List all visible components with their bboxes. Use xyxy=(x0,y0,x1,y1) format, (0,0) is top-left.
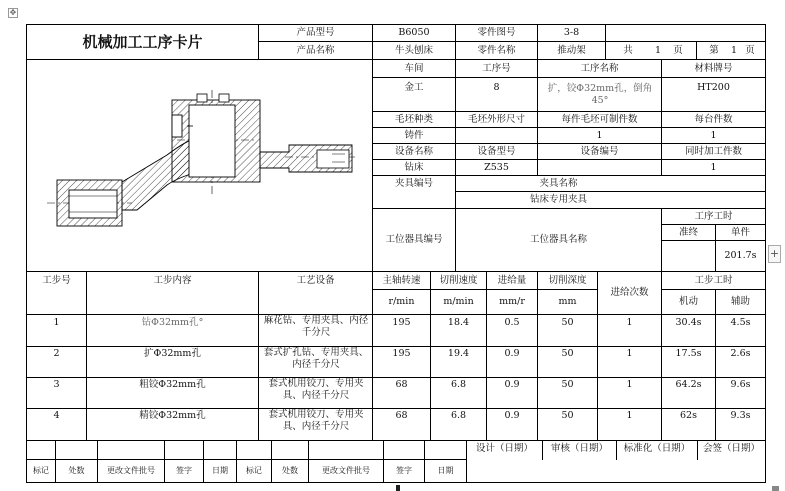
part-name-label: 零件名称 xyxy=(477,44,516,56)
step-passes: 1 xyxy=(626,410,633,421)
step-feed: 0.5 xyxy=(504,317,520,328)
rev-sign-2: 签字 xyxy=(396,466,412,475)
step-passes: 1 xyxy=(626,317,633,328)
step-cut: 19.4 xyxy=(447,348,470,359)
unit-feed: mm/r xyxy=(499,296,525,307)
countersign-date: 会签（日期） xyxy=(702,443,760,454)
step-cut: 18.4 xyxy=(447,317,470,328)
rev-date-1: 日期 xyxy=(212,466,228,475)
step-no: 4 xyxy=(53,410,60,421)
col-depth: 切削深度 xyxy=(548,274,587,286)
step-depth: 50 xyxy=(561,317,574,328)
rev-doc-1: 更改文件批号 xyxy=(107,466,155,475)
total-page-unit: 页 xyxy=(673,44,683,56)
part-drawing-no-label: 零件图号 xyxy=(477,27,516,38)
unit-cut: m/min xyxy=(443,296,474,307)
step-feed: 0.9 xyxy=(504,410,520,421)
step-equipment: 套式扩孔钻、专用夹具、内径千分尺 xyxy=(263,347,369,370)
station-tool-name-label: 工位器具名称 xyxy=(529,234,587,245)
page-unit: 页 xyxy=(745,44,755,56)
part-drawing-no-value: 3-8 xyxy=(563,27,580,38)
unit-depth: mm xyxy=(558,296,577,307)
design-date: 设计（日期） xyxy=(475,443,533,454)
product-model-label: 产品型号 xyxy=(296,27,335,38)
step-row-2 xyxy=(0,347,785,377)
unit-time-label: 单件 xyxy=(730,226,750,238)
product-name-value: 牛头刨床 xyxy=(394,44,433,56)
step-depth: 50 xyxy=(561,379,574,390)
page-prefix: 第 xyxy=(709,44,719,56)
step-speed: 195 xyxy=(392,348,411,359)
col-content: 工步内容 xyxy=(153,274,192,286)
equip-name-label: 设备名称 xyxy=(394,145,433,157)
equip-no-label: 设备编号 xyxy=(580,145,619,157)
step-content: 扩Φ32mm孔 xyxy=(144,348,201,359)
step-cut: 6.8 xyxy=(450,410,467,421)
part-drawing xyxy=(27,60,372,271)
rev-count-1: 处数 xyxy=(68,466,85,475)
station-tool-no-label: 工位器具编号 xyxy=(385,234,443,245)
parts-per-blank-value: 1 xyxy=(596,129,603,141)
step-speed: 68 xyxy=(395,379,408,390)
rev-doc-2: 更改文件批号 xyxy=(322,466,370,475)
rev-count-2: 处数 xyxy=(282,466,298,475)
step-speed: 195 xyxy=(392,317,411,328)
step-aux-time: 9.3s xyxy=(730,410,751,421)
page-no: 1 xyxy=(730,44,738,56)
fixture-no-label: 夹具编号 xyxy=(394,177,433,189)
step-machine-time: 30.4s xyxy=(675,317,702,328)
equip-model-value: Z535 xyxy=(484,161,509,173)
col-machine-time: 机动 xyxy=(678,296,698,307)
step-aux-time: 9.6s xyxy=(730,379,751,390)
step-cut: 6.8 xyxy=(450,379,467,390)
step-aux-time: 2.6s xyxy=(730,348,751,359)
step-aux-time: 4.5s xyxy=(730,317,751,328)
step-no: 1 xyxy=(53,317,60,328)
standard-date: 标准化（日期） xyxy=(623,443,691,454)
workshop-value: 金工 xyxy=(404,82,424,93)
op-time-label: 工序工时 xyxy=(694,210,733,222)
step-passes: 1 xyxy=(626,348,633,359)
parts-per-blank-label: 每件毛坯可制件数 xyxy=(561,113,638,125)
step-depth: 50 xyxy=(561,348,574,359)
total-label: 共 xyxy=(623,44,633,56)
add-column-button[interactable]: + xyxy=(768,245,781,263)
material-label: 材料牌号 xyxy=(694,62,733,74)
simultaneous-label: 同时加工件数 xyxy=(684,145,742,157)
step-no: 2 xyxy=(53,348,60,359)
step-content: 钻Φ32mm孔° xyxy=(141,317,204,328)
op-name-value: 扩，铰Φ32mm孔，倒角45° xyxy=(547,82,653,106)
review-date: 审核（日期） xyxy=(550,443,608,454)
step-feed: 0.9 xyxy=(504,348,520,359)
total-pages: 1 xyxy=(654,44,662,56)
equip-model-label: 设备型号 xyxy=(477,145,516,157)
rev-mark-2: 标记 xyxy=(246,466,262,475)
fixture-name-label: 夹具名称 xyxy=(539,177,578,189)
step-row-1 xyxy=(0,315,785,346)
part-name-value: 推动架 xyxy=(557,44,586,56)
step-equipment: 套式机用铰刀、专用夹具、内径千分尺 xyxy=(268,409,364,432)
op-no-label: 工序号 xyxy=(482,62,511,74)
unit-speed: r/min xyxy=(388,296,415,307)
product-model-value: B6050 xyxy=(398,27,430,38)
step-equipment: 套式机用铰刀、专用夹具、内径千分尺 xyxy=(268,378,364,401)
rev-sign-1: 签字 xyxy=(176,466,192,475)
simultaneous-value: 1 xyxy=(710,161,717,173)
col-step-no: 工步号 xyxy=(42,274,71,286)
prep-end-label: 准终 xyxy=(678,226,698,238)
step-row-3 xyxy=(0,378,785,408)
per-machine-value: 1 xyxy=(710,129,717,141)
blank-type-value: 铸件 xyxy=(404,129,424,141)
step-machine-time: 17.5s xyxy=(675,348,702,359)
col-equipment: 工艺设备 xyxy=(296,274,335,286)
equip-name-value: 钻床 xyxy=(404,161,424,173)
per-machine-label: 每台件数 xyxy=(694,113,733,125)
rev-mark-1: 标记 xyxy=(33,466,49,475)
col-aux-time: 辅助 xyxy=(730,296,750,307)
col-spindle-speed: 主轴转速 xyxy=(382,274,421,286)
col-cutting-speed: 切削速度 xyxy=(439,274,478,286)
blank-size-label: 毛坯外形尺寸 xyxy=(467,113,525,125)
op-name-label: 工序名称 xyxy=(580,62,619,74)
col-step-time: 工步工时 xyxy=(694,274,733,286)
material-value: HT200 xyxy=(697,82,730,93)
col-feed: 进给量 xyxy=(497,274,527,286)
product-name-label: 产品名称 xyxy=(296,44,335,56)
step-passes: 1 xyxy=(626,379,633,390)
table-move-handle-icon[interactable]: ✥ xyxy=(9,8,17,17)
step-row-4 xyxy=(0,409,785,440)
op-no-value: 8 xyxy=(493,82,500,93)
unit-time-value: 201.7s xyxy=(724,250,757,261)
step-speed: 68 xyxy=(395,410,408,421)
fixture-name-value: 钻床专用夹具 xyxy=(529,194,587,205)
step-machine-time: 62s xyxy=(680,410,697,421)
rev-date-2: 日期 xyxy=(437,466,454,475)
step-depth: 50 xyxy=(561,410,574,421)
step-equipment: 麻花钻、专用夹具、内径千分尺 xyxy=(263,315,369,338)
step-content: 精铰Φ32mm孔 xyxy=(139,410,206,421)
step-feed: 0.9 xyxy=(504,379,520,390)
col-passes: 进给次数 xyxy=(610,287,649,298)
step-machine-time: 64.2s xyxy=(675,379,702,390)
step-content: 粗铰Φ32mm孔 xyxy=(139,379,206,390)
card-title: 机械加工工序卡片 xyxy=(82,33,203,51)
step-no: 3 xyxy=(53,379,60,390)
workshop-label: 车间 xyxy=(404,62,424,74)
blank-type-label: 毛坯种类 xyxy=(394,113,433,125)
